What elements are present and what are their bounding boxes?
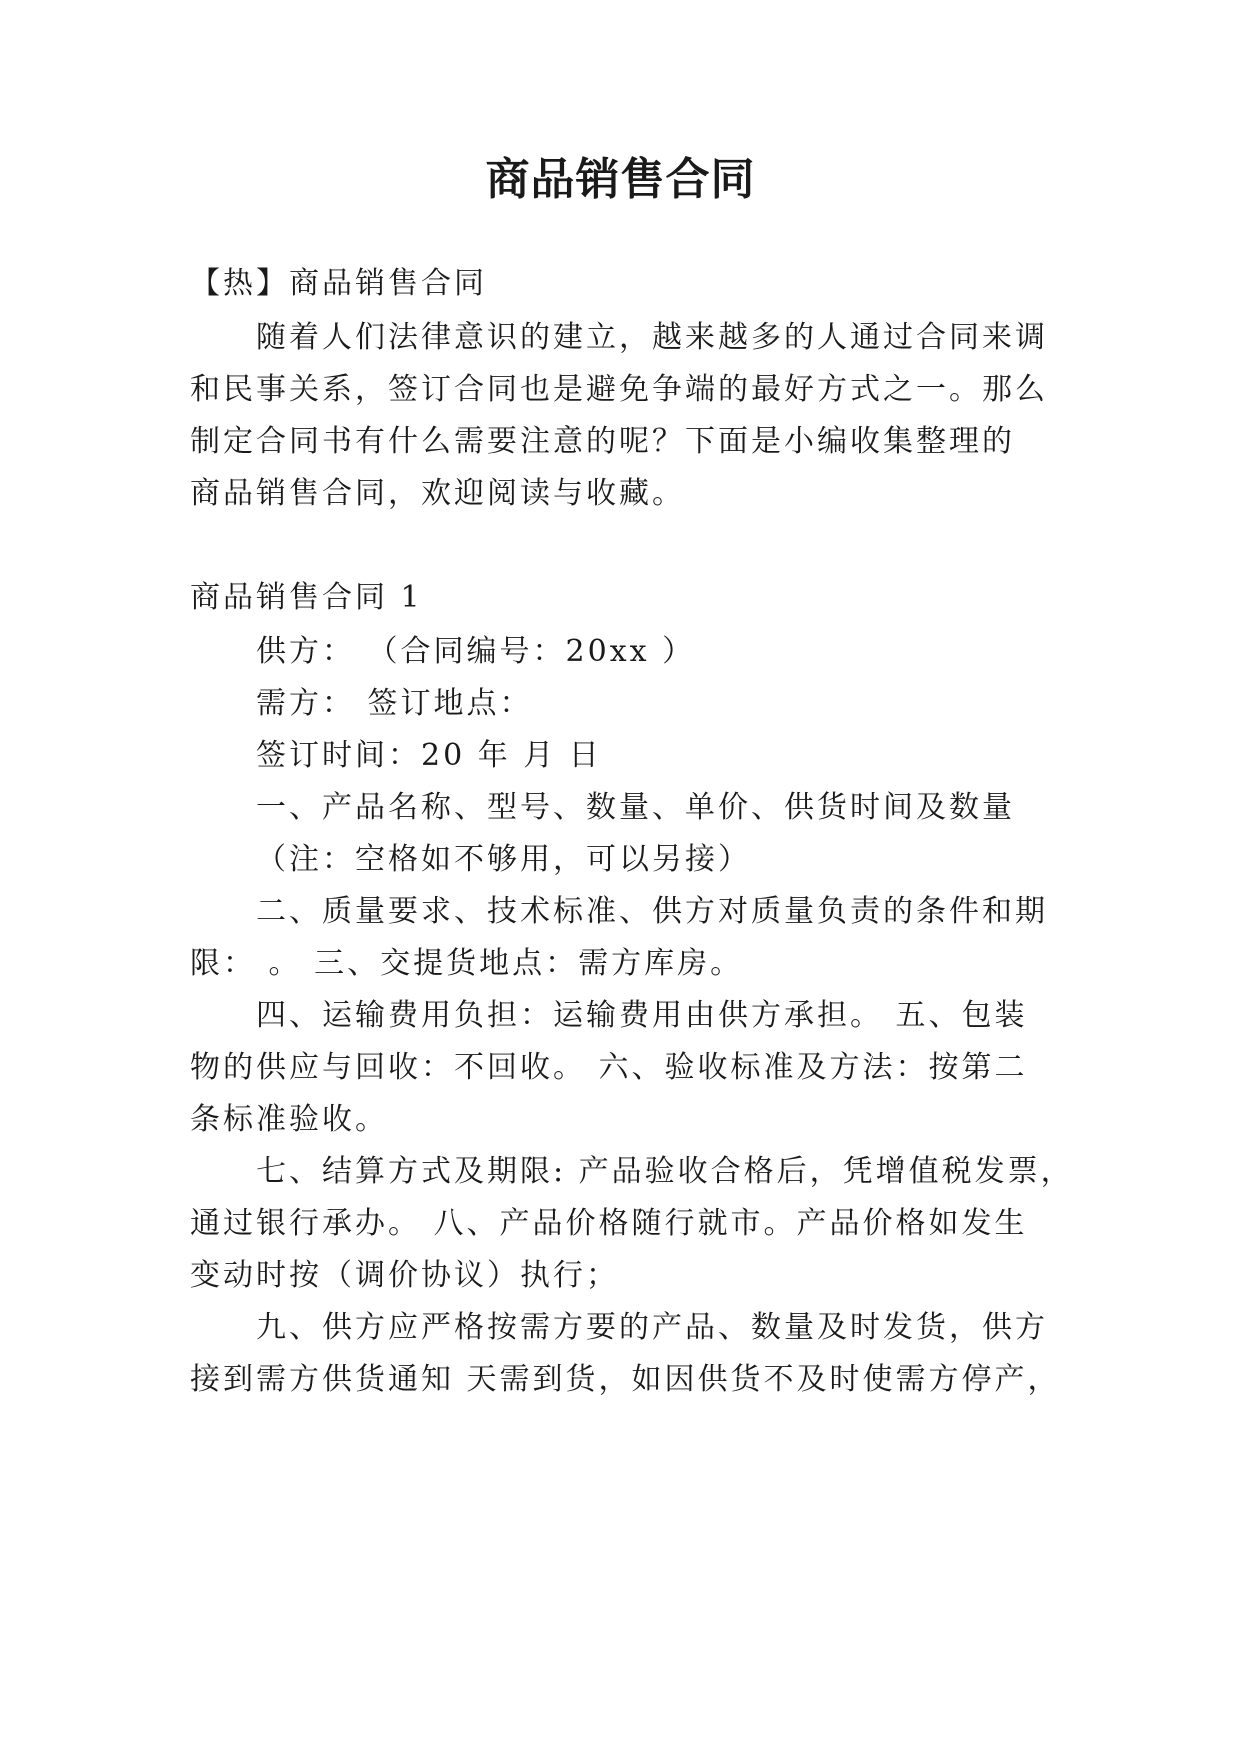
clause-line: 限： 。 三、交提货地点：需方库房。 [190, 946, 744, 981]
clause-line: 条标准验收。 [190, 1102, 388, 1137]
clause-line: 四、运输费用负担：运输费用由供方承担。 五、包装 [256, 998, 1028, 1033]
contract-field-supplier: 供方： （合同编号：20xx ） [256, 634, 696, 669]
paragraph-line: 随着人们法律意识的建立，越来越多的人通过合同来调 [256, 320, 1048, 355]
paragraph-line: 制定合同书有什么需要注意的呢？下面是小编收集整理的 [190, 424, 1015, 459]
paragraph-line: 商品销售合同，欢迎阅读与收藏。 [190, 476, 685, 511]
clause-line: 九、供方应严格按需方要的产品、数量及时发货，供方 [256, 1310, 1048, 1345]
clause-line: 通过银行承办。 八、产品价格随行就市。产品价格如发生 [190, 1206, 1028, 1241]
intro-heading: 【热】商品销售合同 [190, 266, 487, 301]
clause-line: 接到需方供货通知 天需到货，如因供货不及时使需方停产， [190, 1362, 1061, 1397]
clause-line: 二、质量要求、技术标准、供方对质量负责的条件和期 [256, 894, 1048, 929]
paragraph-line: 和民事关系，签订合同也是避免争端的最好方式之一。那么 [190, 372, 1048, 407]
clause-line: 七、结算方式及期限: 产品验收合格后，凭增值税发票， [256, 1154, 1074, 1189]
document-title: 商品销售合同 [485, 154, 756, 205]
section-heading: 商品销售合同 1 [190, 580, 423, 615]
clause-line: 变动时按（调价协议）执行； [190, 1258, 619, 1293]
clause-line: 一、产品名称、型号、数量、单价、供货时间及数量 [256, 790, 1015, 825]
clause-line: 物的供应与回收：不回收。 六、验收标准及方法：按第二 [190, 1050, 1028, 1085]
contract-field-buyer: 需方： 签订地点： [256, 686, 533, 721]
clause-line: （注：空格如不够用，可以另接） [256, 842, 751, 877]
contract-field-date: 签订时间：20 年 月 日 [256, 738, 602, 773]
